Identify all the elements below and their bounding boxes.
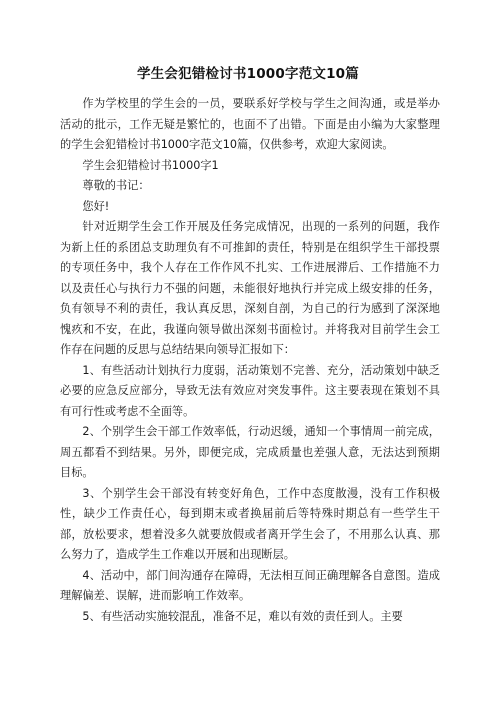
paragraph-main: 针对近期学生会工作开展及任务完成情况，出现的一系列的问题，我作为新上任的系团总支助理负有不可推卸的责任，特别是在组织学生干部投票的专项任务中，我个人存在工作作风不扎实、工作进展滞后、工作措施不力以及责任心与执行力不强的问题，未能很好地执行并完成上级安排的任务，负有领导不利的责任，我认真反思，深刻自剖，为自己的行为感到了深深地愧疚和不安，在此，我谨向领导做出深刻书面检讨。并将我对目前学生会工作存在问题的反思与总结结果向领导汇报如下： <box>60 220 440 356</box>
paragraph-greeting: 您好! <box>82 199 110 213</box>
paragraph-subtitle: 学生会犯错检讨书1000字1 <box>82 158 219 172</box>
paragraph-intro: 作为学校里的学生会的一员，要联系好学校与学生之间沟通，或是举办活动的批示，工作无疑是繁忙的，也面不了出错。下面是由小编为大家整理的学生会犯错检讨书1000字范文10篇，仅供参考，欢迎大家阅读。 <box>60 97 440 151</box>
paragraph-item-5: 5、有些活动实施较混乱，准备不足，难以有效的责任到人。主要 <box>82 609 403 623</box>
paragraph-item-2: 2、个别学生会干部工作效率低，行动迟缓，通知一个事情周一前完成，周五都看不到结果。另外，即便完成，完成质量也差强人意，无法达到预期目标。 <box>60 425 440 479</box>
paragraph-item-4: 4、活动中，部门间沟通存在障碍，无法相互间正确理解各自意图。造成理解偏差、误解，进而影响工作效率。 <box>60 568 440 602</box>
document-title: 学生会犯错检讨书1000字范文10篇 <box>137 66 359 82</box>
document-body <box>60 94 440 627</box>
paragraph-item-3: 3、个别学生会干部没有转变好角色，工作中态度散漫，没有工作积极性，缺少工作责任心，每到期末或者换届前后等特殊时期总有一些学生干部，放松要求，想着没多久就要放假或者离开学生会了，不用那么认真、那么努力了，造成学生工作难以开展和出现断层。 <box>60 486 440 561</box>
paragraph-salutation: 尊敬的书记： <box>82 179 150 192</box>
paragraph-item-1: 1、有些活动计划执行力度弱，活动策划不完善、充分，活动策划中缺乏必要的应急反应部分，导致无法有效应对突发事件。这主要表现在策划不具有可行性或考虑不全面等。 <box>60 363 440 418</box>
